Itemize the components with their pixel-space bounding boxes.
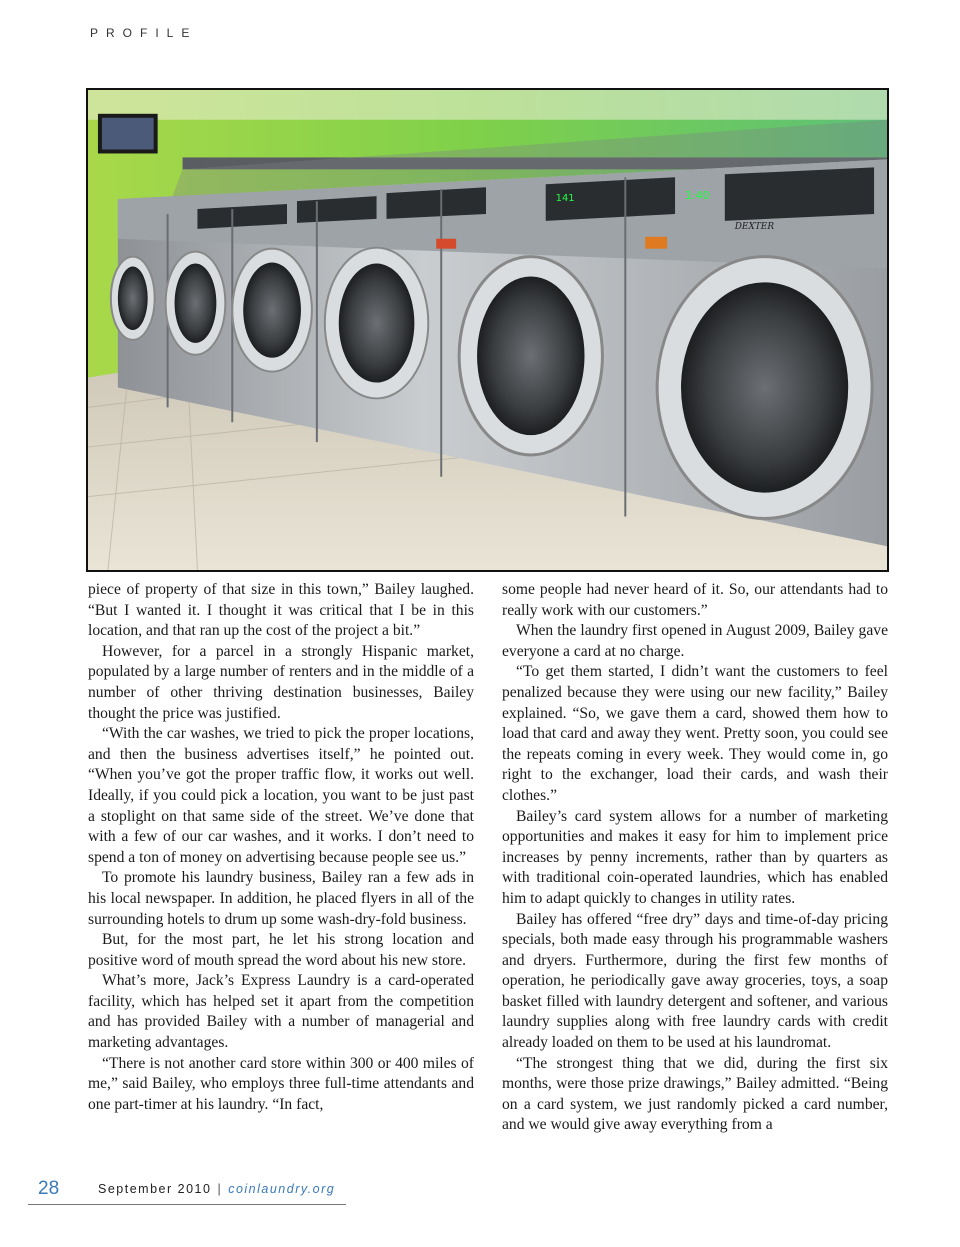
paragraph: Bailey has offered “free dry” days and time-of-day pricing specials, both made easy through his programmable washers and dryers. Furthermore, during the first few months of operation, he periodically gave away groceries, toys, a soap basket filled with laundry detergent and softener, and various laundry supplies along with free laundry cards with credit already loaded on them to be used at his laundromat.: [502, 910, 888, 1052]
paragraph: “There is not another card store within 300 or 400 miles of me,” said Bailey, who employs three full-time attendants and one part-timer at his laundry. “In fact,: [88, 1054, 474, 1113]
article-column-left: [88, 580, 474, 1115]
paragraph: To promote his laundry business, Bailey ran a few ads in his local newspaper. In addition, he placed flyers in all of the surrounding hotels to drum up some wash-dry-fold business.: [88, 869, 474, 928]
brand-plate: DEXTER: [734, 221, 775, 232]
footer: [98, 1182, 335, 1196]
display-readout: 1:40: [685, 189, 710, 203]
paragraph: But, for the most part, he let his strong location and positive word of mouth spread the word about his new store.: [88, 931, 474, 969]
paragraph: “With the car washes, we tried to pick the proper locations, and then the business advertises itself,” he pointed out. “When you’ve got the proper traffic flow, it works out well. Ideally, if you could pick a location, you want to be just past a stoplight on that same side of the street. We’ve done that with a few of our car washes, and it works. I don’t need to spend a ton of money on advertising because people see us.”: [88, 725, 474, 866]
paragraph: “To get them started, I didn’t want the customers to feel penalized because they were using our new facility,” Bailey explained. “So, we gave them a card, showed them how to load that card and away they went. Pretty soon, you could see the repeats coming in every week. They would come in, go right to the exchanger, load their cards, and wash their clothes.”: [502, 663, 888, 804]
section-label: PROFILE: [90, 26, 198, 40]
paragraph: When the laundry first opened in August 2009, Bailey gave everyone a card at no charge.: [502, 622, 888, 660]
footer-separator: |: [217, 1182, 223, 1196]
display-readout: 141: [555, 193, 575, 205]
laundromat-photo: [86, 88, 889, 572]
paragraph: However, for a parcel in a strongly Hispanic market, populated by a large number of renters and in the middle of a number of other thriving destination businesses, Bailey thought the price was justified.: [88, 642, 474, 722]
issue-date: September 2010: [98, 1182, 212, 1196]
paragraph: “The strongest thing that we did, during the first six months, were those prize drawings,” Bailey admitted. “Being on a card system, we just randomly picked a card number, and we would give away everything from a: [502, 1054, 888, 1134]
paragraph: What’s more, Jack’s Express Laundry is a card-operated facility, which has helped set it apart from the competition and has provided Bailey with a number of managerial and marketing advantages.: [88, 972, 474, 1052]
paragraph: some people had never heard of it. So, our attendants had to really work with our customers.”: [502, 581, 888, 619]
footer-rule: [28, 1204, 346, 1205]
article-column-right: [502, 580, 888, 1136]
paragraph: piece of property of that size in this town,” Bailey laughed. “But I wanted it. I thought it was critical that I be in this location, and that ran up the cost of the project a bit.”: [88, 581, 474, 640]
paragraph: Bailey’s card system allows for a number of marketing opportunities and makes it easy for him to implement price increases by penny increments, rather than by quarters as with traditional coin-operated laundries, which has enabled him to adapt quickly to changes in utility rates.: [502, 807, 888, 907]
website-link[interactable]: coinlaundry.org: [228, 1182, 336, 1196]
page-number: 28: [38, 1178, 60, 1199]
